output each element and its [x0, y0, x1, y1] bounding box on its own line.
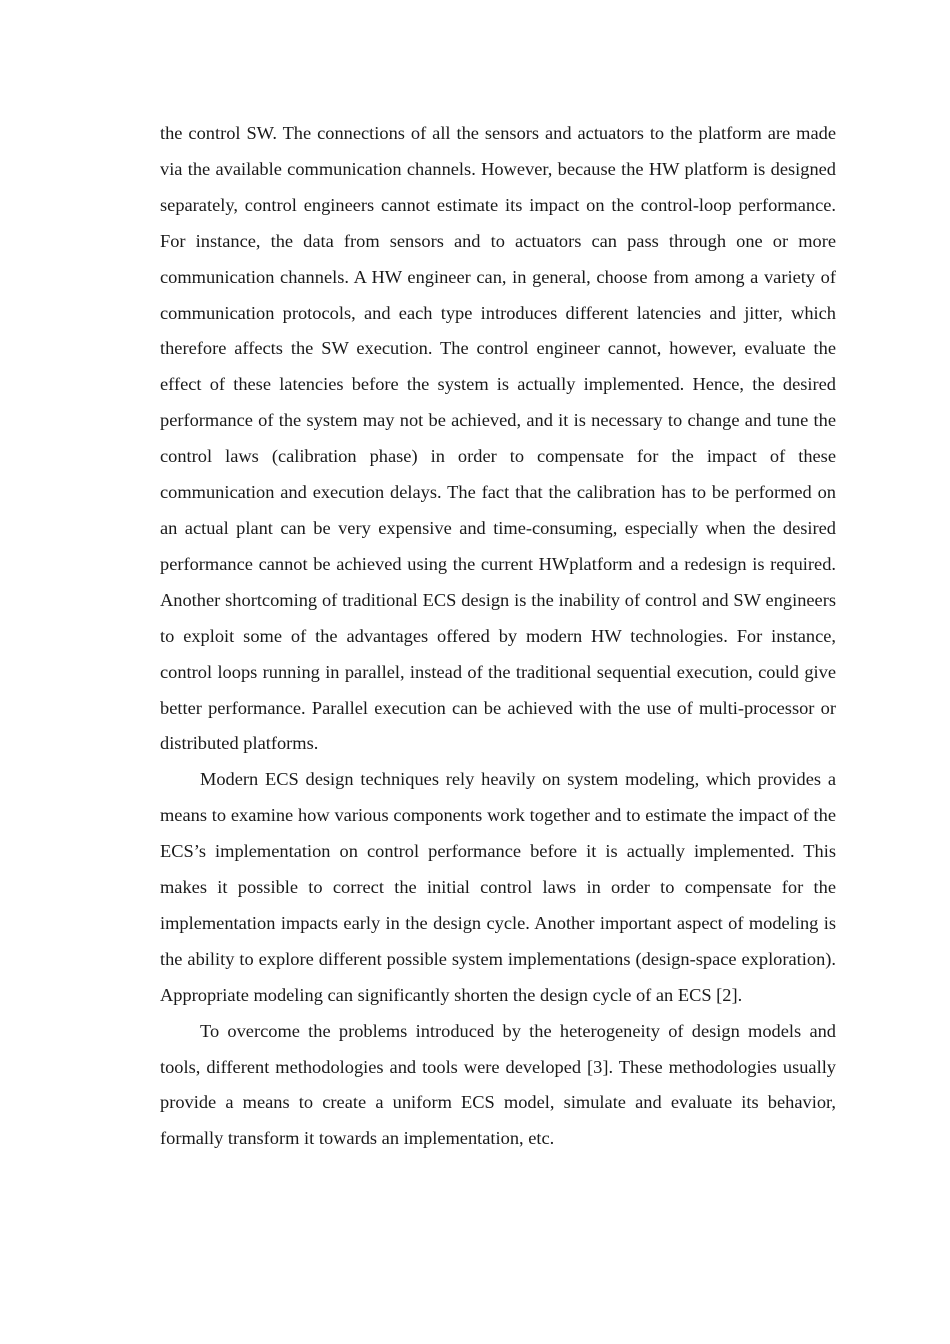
body-text [160, 116, 836, 1157]
paragraph-2: Modern ECS design techniques rely heavily on system modeling, which provides a means to examine how various components work together and to estimate the impact of the ECS’s implementation on control performance before it is actually implemented. This makes it possible to correct the initial control laws in order to compensate for the implementation impacts early in the design cycle. Another important aspect of modeling is the ability to explore different possible system implementations (design-space exploration). Appropriate modeling can significantly shorten the design cycle of an ECS [2]. [160, 769, 836, 1005]
paragraph-1: the control SW. The connections of all the sensors and actuators to the platform are made via the available communication channels. However, because the HW platform is designed separately, control engineers cannot estimate its impact on the control-loop performance. For instance, the data from sensors and to actuators can pass through one or more communication channels. A HW engineer can, in general, choose from among a variety of communication protocols, and each type introduces different latencies and jitter, which therefore affects the SW execution. The control engineer cannot, however, evaluate the effect of these latencies before the system is actually implemented. Hence, the desired performance of the system may not be achieved, and it is necessary to change and tune the control laws (calibration phase) in order to compensate for the impact of these communication and execution delays. The fact that the calibration has to be performed on an actual plant can be very expensive and time-consuming, especially when the desired performance cannot be achieved using the current HWplatform and a redesign is required. Another shortcoming of traditional ECS design is the inability of control and SW engineers to exploit some of the advantages offered by modern HW technologies. For instance, control loops running in parallel, instead of the traditional sequential execution, could give better performance. Parallel execution can be achieved with the use of multi-processor or distributed platforms. [160, 123, 836, 754]
paragraph-3: To overcome the problems introduced by the heterogeneity of design models and tools, different methodologies and tools were developed [3]. These methodologies usually provide a means to create a uniform ECS model, simulate and evaluate its behavior, formally transform it towards an implementation, etc. [160, 1020, 836, 1149]
